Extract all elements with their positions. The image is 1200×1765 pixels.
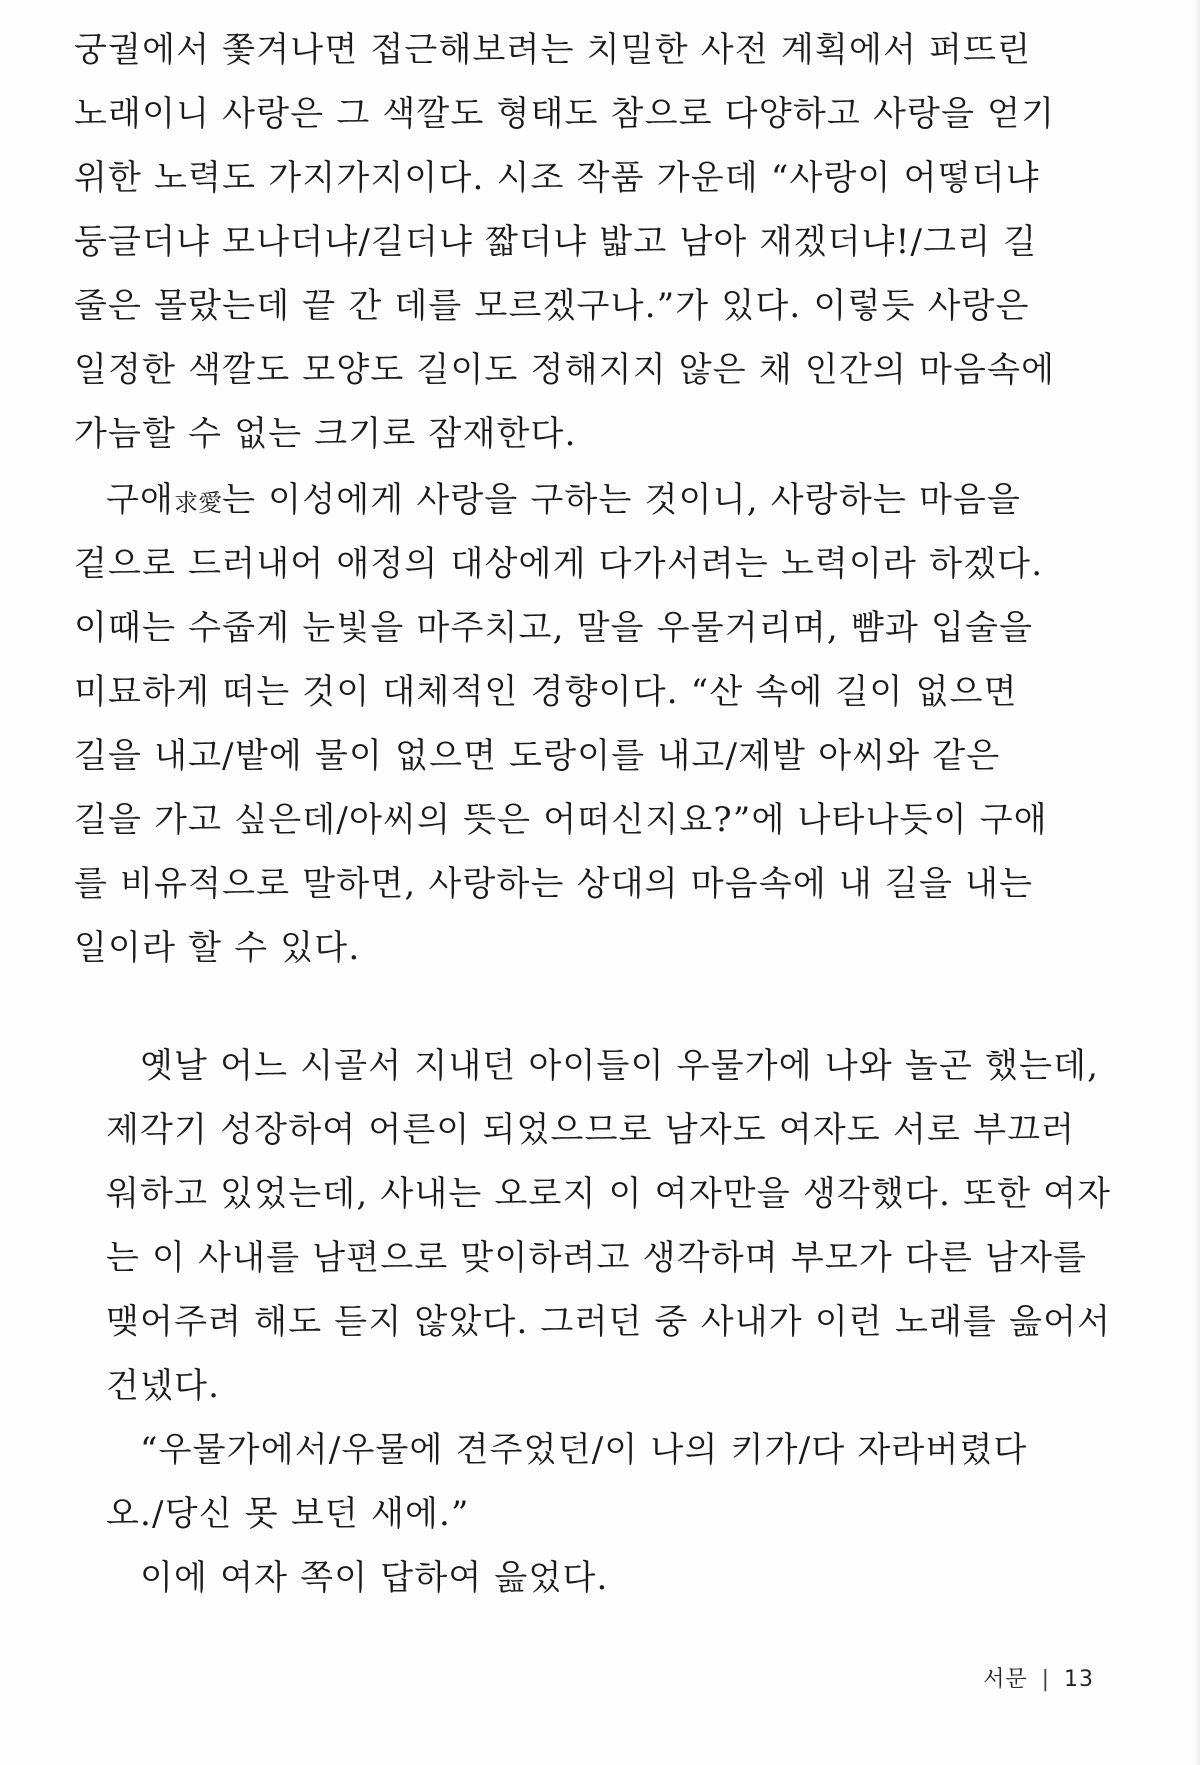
- text-line: 일정한 색깔도 모양도 길이도 정해지지 않은 채 인간의 마음속에: [74, 350, 1056, 390]
- text-line: 이에 여자 쪽이 답하여 읊었다.: [140, 1558, 609, 1598]
- page-edge-shadow: [1194, 0, 1200, 1765]
- text-line: 제각기 성장하여 어른이 되었으므로 남자도 여자도 서로 부끄러: [106, 1110, 1076, 1150]
- text-line: 일이라 할 수 있다.: [74, 928, 361, 968]
- section-title: 서문: [983, 1667, 1028, 1692]
- text-line: 미묘하게 떠는 것이 대체적인 경향이다. “산 속에 길이 없으면: [74, 672, 1018, 712]
- text-line: 노래이니 사랑은 그 색깔도 형태도 참으로 다양하고 사랑을 얻기: [74, 94, 1056, 134]
- text-line: 워하고 있었는데, 사내는 오로지 이 여자만을 생각했다. 또한 여자: [106, 1174, 1112, 1214]
- page-number: 13: [1064, 1667, 1094, 1692]
- text-line: 궁궐에서 쫓겨나면 접근해보려는 치밀한 사전 계획에서 퍼뜨린: [74, 30, 1032, 70]
- page-footer: [983, 1662, 1094, 1693]
- word-gu-ae: 구애: [106, 480, 175, 520]
- hanja-annotation: 求愛: [174, 489, 223, 517]
- text-line: 길을 가고 싶은데/아씨의 뜻은 어떠신지요?”에 나타나듯이 구애: [74, 800, 1048, 840]
- text-line: 가늠할 수 없는 크기로 잠재한다.: [74, 414, 577, 454]
- text-fragment: 는 이성에게 사랑을 구하는 것이니, 사랑하는 마음을: [222, 480, 1022, 520]
- poem-line: 오./당신 못 보던 새에.”: [106, 1494, 470, 1534]
- text-line: 이때는 수줍게 눈빛을 마주치고, 말을 우물거리며, 뺨과 입술을: [74, 608, 1034, 648]
- text-line: 를 비유적으로 말하면, 사랑하는 상대의 마음속에 내 길을 내는: [74, 864, 1034, 904]
- text-line: 옛날 어느 시골서 지내던 아이들이 우물가에 나와 놀곤 했는데,: [140, 1046, 1100, 1086]
- text-line: 겉으로 드러내어 애정의 대상에게 다가서려는 노력이라 하겠다.: [74, 544, 1044, 584]
- text-line: 건넸다.: [106, 1366, 221, 1406]
- text-line: 둥글더냐 모나더냐/길더냐 짧더냐 밟고 남아 재겠더냐!/그리 길: [74, 222, 1038, 262]
- text-line: 줄은 몰랐는데 끝 간 데를 모르겠구나.”가 있다. 이렇듯 사랑은: [74, 286, 1030, 326]
- text-line: 는 이 사내를 남편으로 맞이하려고 생각하며 부모가 다른 남자를: [106, 1238, 1088, 1278]
- poem-line: “우물가에서/우물에 견주었던/이 나의 키가/다 자라버렸다: [140, 1430, 1028, 1470]
- text-line: 맺어주려 해도 듣지 않았다. 그러던 중 사내가 이런 노래를 읊어서: [106, 1302, 1112, 1342]
- text-line: 길을 내고/밭에 물이 없으면 도랑이를 내고/제발 아씨와 같은: [74, 736, 1001, 776]
- footer-separator: |: [1041, 1667, 1050, 1692]
- text-line: 위한 노력도 가지가지이다. 시조 작품 가운데 “사랑이 어떻더냐: [74, 158, 1040, 198]
- text-line: [106, 480, 1021, 523]
